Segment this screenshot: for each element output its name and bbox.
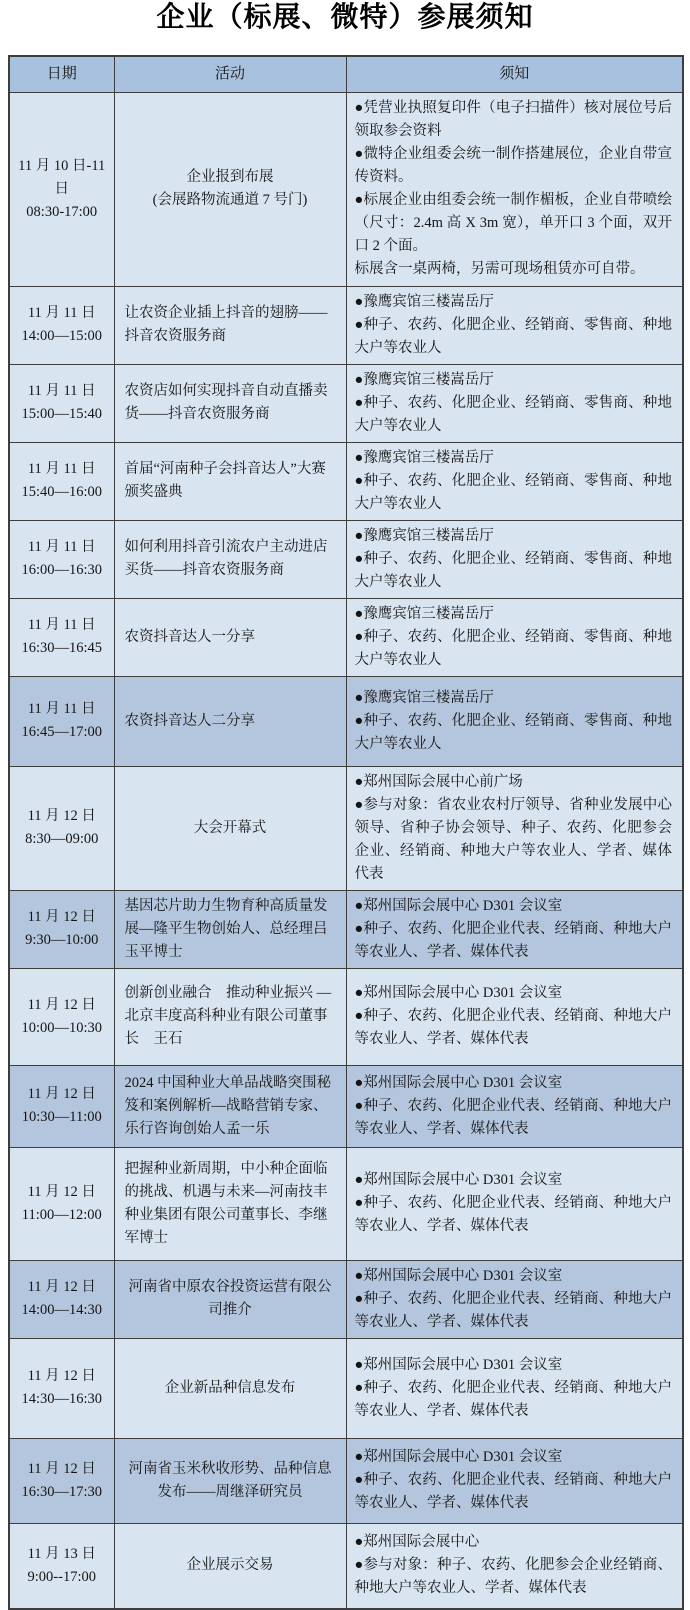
text-line: 11 月 12 日 bbox=[27, 1368, 96, 1384]
text-line: ●种子、农药、化肥企业代表、经销商、种地大户等农业人、学者、媒体代表 bbox=[354, 1472, 672, 1511]
notice-cell bbox=[346, 1260, 683, 1338]
text-line: 企业展示交易 bbox=[186, 1557, 274, 1574]
activity-cell bbox=[114, 1260, 346, 1338]
activity-cell bbox=[114, 1338, 346, 1438]
text-line: 11 月 11 日 bbox=[27, 383, 96, 399]
text-line: 16:45—17:00 bbox=[21, 724, 103, 740]
date-cell bbox=[9, 968, 114, 1065]
activity-cell bbox=[114, 520, 346, 598]
schedule-row bbox=[9, 676, 683, 766]
text-line: 16:30—17:30 bbox=[21, 1483, 103, 1500]
schedule-row bbox=[9, 1438, 683, 1523]
notice-cell bbox=[346, 1523, 683, 1609]
schedule-row bbox=[9, 890, 683, 968]
text-line: 11:00—12:00 bbox=[21, 1206, 102, 1223]
notice-cell bbox=[346, 1438, 683, 1523]
text-line: (会展路物流通道 7 号门) bbox=[152, 192, 308, 208]
text-line: 11 月 12 日 bbox=[27, 996, 96, 1013]
schedule-row bbox=[9, 766, 683, 890]
notice-cell bbox=[346, 364, 683, 442]
notice-cell bbox=[346, 1338, 683, 1438]
activity-cell bbox=[114, 676, 346, 766]
text-line: ●种子、农药、化肥企业、经销商、零售商、种地大户等农业人 bbox=[354, 712, 672, 752]
schedule-row bbox=[9, 442, 683, 520]
date-cell bbox=[9, 92, 114, 286]
header-activity: 活动 bbox=[114, 56, 346, 92]
text-line: 大会开幕式 bbox=[193, 819, 267, 836]
text-line: ●郑州国际会展中心 D301 会议室 bbox=[354, 1356, 563, 1373]
text-line: 让农资企业插上抖音的翅膀——抖音农资服务商 bbox=[124, 305, 328, 344]
text-line: 11 月 11 日 bbox=[27, 701, 96, 717]
text-line: ●豫鹰宾馆三楼嵩岳厅 bbox=[354, 449, 494, 466]
schedule-row bbox=[9, 1338, 683, 1438]
schedule-table bbox=[8, 55, 684, 1610]
activity-cell bbox=[114, 1523, 346, 1609]
notice-cell bbox=[346, 92, 683, 286]
notice-cell bbox=[346, 766, 683, 890]
date-cell bbox=[9, 676, 114, 766]
text-line: ●种子、农药、化肥企业代表、经销商、种地大户等农业人、学者、媒体代表 bbox=[354, 1008, 672, 1047]
notice-cell bbox=[346, 520, 683, 598]
text-line: ●郑州国际会展中心 bbox=[354, 1534, 480, 1551]
text-line: 农资店如何实现抖音自动直播卖货——抖音农资服务商 bbox=[124, 383, 328, 422]
notice-cell bbox=[346, 1147, 683, 1260]
schedule-row bbox=[9, 968, 683, 1065]
text-line: 11 月 11 日 bbox=[27, 461, 96, 477]
text-line: ●种子、农药、化肥企业、经销商、零售商、种地大户等农业人 bbox=[354, 394, 672, 434]
notice-cell bbox=[346, 1065, 683, 1147]
schedule-row bbox=[9, 1260, 683, 1338]
table-header-row bbox=[9, 56, 683, 92]
text-line: ●微特企业组委会统一制作搭建展位，企业自带宣传资料。 bbox=[354, 146, 672, 185]
notice-cell bbox=[346, 442, 683, 520]
text-line: 15:40—16:00 bbox=[21, 484, 103, 500]
date-cell bbox=[9, 1065, 114, 1147]
text-line: 14:00—14:30 bbox=[21, 1302, 103, 1318]
text-line: ●种子、农药、化肥企业代表、经销商、种地大户等农业人、学者、媒体代表 bbox=[354, 1097, 672, 1137]
date-cell bbox=[9, 364, 114, 442]
text-line: 14:30—16:30 bbox=[21, 1391, 103, 1407]
date-cell bbox=[9, 766, 114, 890]
schedule-row bbox=[9, 520, 683, 598]
date-cell bbox=[9, 286, 114, 364]
notice-cell bbox=[346, 890, 683, 968]
text-line: ●郑州国际会展中心前广场 bbox=[354, 773, 523, 790]
date-cell bbox=[9, 520, 114, 598]
date-cell bbox=[9, 1338, 114, 1438]
header-date: 日期 bbox=[9, 56, 114, 92]
activity-cell bbox=[114, 286, 346, 364]
text-line: 创新创业融合 推动种业振兴 —北京丰度高科种业有限公司董事长 王石 bbox=[124, 985, 332, 1047]
text-line: 日 bbox=[54, 180, 69, 197]
date-cell bbox=[9, 598, 114, 676]
page-title: 企业（标展、微特）参展须知 bbox=[156, 1, 534, 32]
date-cell bbox=[9, 1147, 114, 1260]
notice-cell bbox=[346, 676, 683, 766]
text-line: ●郑州国际会展中心 D301 会议室 bbox=[354, 897, 563, 914]
text-line: ●郑州国际会展中心 D301 会议室 bbox=[354, 1267, 563, 1284]
text-line: ●参与对象：种子、农药、化肥参会企业经销商、种地大户等农业人、学者、媒体代表 bbox=[354, 1557, 672, 1597]
date-cell bbox=[9, 1438, 114, 1523]
activity-cell bbox=[114, 598, 346, 676]
text-line: ●种子、农药、化肥企业代表、经销商、种地大户等农业人、学者、媒体代表 bbox=[354, 1379, 672, 1419]
text-line: ●豫鹰宾馆三楼嵩岳厅 bbox=[354, 605, 494, 622]
text-line: 企业新品种信息发布 bbox=[164, 1379, 296, 1396]
text-line: 农资抖音达人一分享 bbox=[124, 628, 255, 645]
text-line: 11 月 11 日 bbox=[27, 617, 96, 633]
text-line: 11 月 12 日 bbox=[27, 1183, 96, 1200]
text-line: ●种子、农药、化肥企业代表、经销商、种地大户等农业人、学者、媒体代表 bbox=[354, 1290, 672, 1330]
text-line: 15:00—15:40 bbox=[21, 406, 103, 422]
text-line: ●种子、农药、化肥企业、经销商、零售商、种地大户等农业人 bbox=[354, 628, 672, 668]
text-line: 企业报到布展 bbox=[186, 169, 274, 185]
schedule-row bbox=[9, 598, 683, 676]
text-line: 11 月 12 日 bbox=[27, 1086, 96, 1102]
text-line: 基因芯片助力生物育种高质量发展—隆平生物创始人、总经理吕玉平博士 bbox=[124, 897, 328, 960]
text-line: ●种子、农药、化肥企业代表、经销商、种地大户等农业人、学者、媒体代表 bbox=[354, 920, 672, 960]
text-line: 2024 中国种业大单品战略突围秘笈和案例解析—战略营销专家、乐行咨询创始人孟一乐 bbox=[124, 1074, 332, 1137]
header-notice: 须知 bbox=[346, 56, 683, 92]
text-line: 9:00--17:00 bbox=[27, 1568, 96, 1585]
text-line: 16:00—16:30 bbox=[21, 562, 103, 578]
notice-cell bbox=[346, 598, 683, 676]
schedule-row bbox=[9, 286, 683, 364]
schedule-row bbox=[9, 1523, 683, 1609]
text-line: 11 月 12 日 bbox=[27, 1279, 96, 1295]
schedule-row bbox=[9, 364, 683, 442]
text-line: ●种子、农药、化肥企业、经销商、零售商、种地大户等农业人 bbox=[354, 550, 672, 590]
schedule-row bbox=[9, 1065, 683, 1147]
text-line: ●种子、农药、化肥企业、经销商、零售商、种地大户等农业人 bbox=[354, 316, 672, 356]
activity-cell bbox=[114, 1147, 346, 1260]
text-line: ●郑州国际会展中心 D301 会议室 bbox=[354, 1449, 563, 1465]
date-cell bbox=[9, 442, 114, 520]
activity-cell bbox=[114, 1438, 346, 1523]
text-line: 11 月 11 日 bbox=[27, 539, 96, 555]
schedule-table-body bbox=[9, 92, 683, 1609]
notice-cell bbox=[346, 286, 683, 364]
text-line: ●豫鹰宾馆三楼嵩岳厅 bbox=[354, 293, 494, 310]
activity-cell bbox=[114, 890, 346, 968]
text-line: ●豫鹰宾馆三楼嵩岳厅 bbox=[354, 689, 494, 706]
activity-cell bbox=[114, 766, 346, 890]
text-line: 标展含一桌两椅，另需可现场租赁亦可自带。 bbox=[354, 261, 645, 277]
activity-cell bbox=[114, 364, 346, 442]
activity-cell bbox=[114, 442, 346, 520]
schedule-row bbox=[9, 1147, 683, 1260]
date-cell bbox=[9, 890, 114, 968]
text-line: 16:30—16:45 bbox=[21, 640, 103, 656]
text-line: ●豫鹰宾馆三楼嵩岳厅 bbox=[354, 371, 494, 388]
text-line: ●郑州国际会展中心 D301 会议室 bbox=[354, 1172, 563, 1188]
text-line: 11 月 12 日 bbox=[27, 1460, 96, 1477]
date-cell bbox=[9, 1260, 114, 1338]
text-line: 如何利用抖音引流农户主动进店买货——抖音农资服务商 bbox=[124, 539, 328, 578]
text-line: 08:30-17:00 bbox=[26, 203, 98, 220]
text-line: ●标展企业由组委会统一制作楣板，企业自带喷绘（尺寸：2.4m 高 X 3m 宽），单开口 3 个面，双开口 2 个面。 bbox=[354, 192, 672, 254]
text-line: 把握种业新周期，中小种企面临的挑战、机遇与未来—河南技丰种业集团有限公司董事长、李继军博士 bbox=[124, 1160, 328, 1246]
text-line: 河南省玉米秋收形势、品种信息发布——周继泽研究员 bbox=[128, 1460, 332, 1500]
text-line: 11 月 11 日 bbox=[27, 305, 96, 321]
text-line: ●郑州国际会展中心 D301 会议室 bbox=[354, 1074, 563, 1091]
text-line: 10:30—11:00 bbox=[21, 1109, 102, 1125]
text-line: 首届“河南种子会抖音达人”大赛颁奖盛典 bbox=[124, 461, 326, 500]
text-line: ●凭营业执照复印件（电子扫描件）核对展位号后领取参会资料 bbox=[354, 100, 672, 139]
schedule-row bbox=[9, 92, 683, 286]
activity-cell bbox=[114, 1065, 346, 1147]
notice-cell bbox=[346, 968, 683, 1065]
text-line: 11 月 12 日 bbox=[27, 909, 96, 925]
text-line: ●豫鹰宾馆三楼嵩岳厅 bbox=[354, 527, 494, 544]
text-line: 14:00—15:00 bbox=[21, 328, 103, 344]
text-line: 河南省中原农谷投资运营有限公司推介 bbox=[128, 1279, 332, 1318]
text-line: 11 月 12 日 bbox=[27, 808, 96, 824]
text-line: ●参与对象：省农业农村厅领导、省种业发展中心领导、省种子协会领导、种子、农药、化肥参会企业、经销商、种地大户等农业人、学者、媒体代表 bbox=[354, 796, 672, 882]
activity-cell bbox=[114, 92, 346, 286]
text-line: ●种子、农药、化肥企业代表、经销商、种地大户等农业人、学者、媒体代表 bbox=[354, 1195, 672, 1234]
text-line: 9:30—10:00 bbox=[25, 932, 99, 948]
text-line: 农资抖音达人二分享 bbox=[124, 712, 255, 729]
text-line: ●郑州国际会展中心 D301 会议室 bbox=[354, 985, 563, 1001]
text-line: ●种子、农药、化肥企业、经销商、零售商、种地大户等农业人 bbox=[354, 472, 672, 512]
activity-cell bbox=[114, 968, 346, 1065]
text-line: 11 月 13 日 bbox=[27, 1545, 96, 1562]
date-cell bbox=[9, 1523, 114, 1609]
text-line: 10:00—10:30 bbox=[21, 1019, 103, 1036]
text-line: 8:30—09:00 bbox=[25, 831, 99, 847]
text-line: 11 月 10 日-11 bbox=[18, 157, 106, 174]
